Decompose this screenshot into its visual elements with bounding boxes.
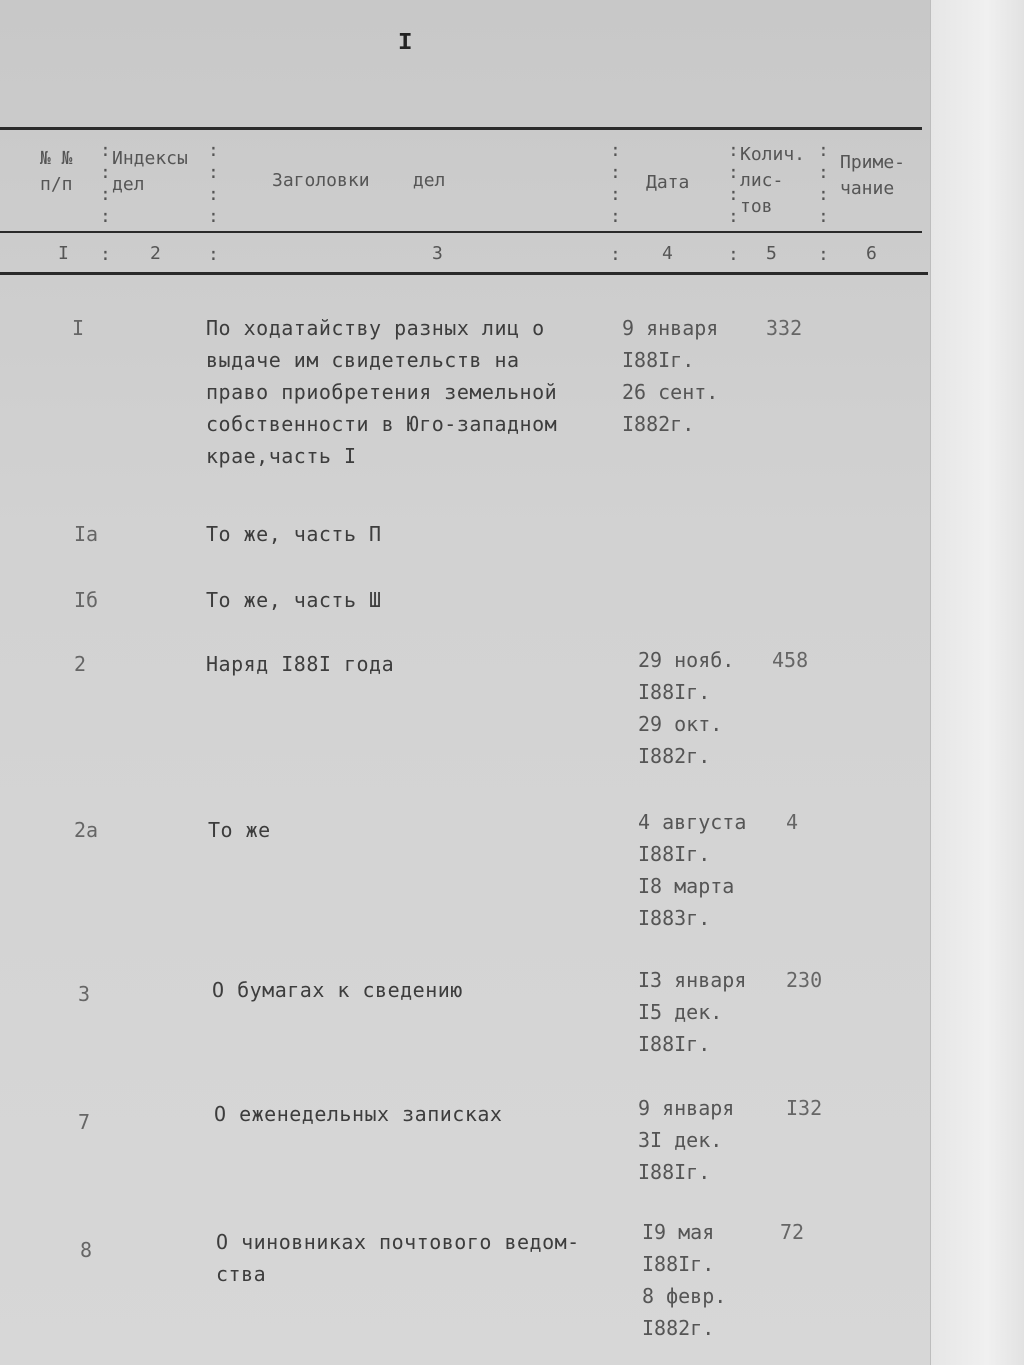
header-col-index: Индексы дел	[112, 148, 188, 195]
header-divider: : : : :	[610, 140, 621, 227]
row-title: По ходатайству разных лиц о выдаче им свидетельств на право приобретения земельной собственности в Юго-западном крае,часть I	[206, 316, 558, 468]
row-number: 8	[80, 1238, 93, 1262]
row-date: 4 августа I88Iг. I8 марта I883г.	[638, 810, 747, 930]
row-count: I32	[786, 1096, 823, 1120]
row-count: 230	[786, 968, 823, 992]
row-title: То же, часть П	[206, 522, 382, 546]
page-number: I	[398, 30, 413, 57]
row-title: О бумагах к сведению	[212, 978, 463, 1002]
row-count: 458	[772, 648, 809, 672]
row-number: Iб	[74, 588, 99, 612]
row-title: О еженедельных записках	[214, 1102, 503, 1126]
header-col-count: Колич. лис- тов	[740, 144, 806, 217]
header-divider: :	[610, 244, 621, 265]
header-bottom-rule	[0, 231, 922, 233]
row-number: 7	[78, 1110, 91, 1134]
header-divider: : : : :	[100, 140, 111, 227]
row-number: 2а	[74, 818, 99, 842]
row-count: 332	[766, 316, 803, 340]
row-date: I9 мая I88Iг. 8 февр. I882г.	[642, 1220, 727, 1340]
row-title: Наряд I88I года	[206, 652, 395, 676]
header-col-number: № № п/п	[40, 148, 73, 195]
header-divider: :	[100, 244, 111, 265]
column-number: 3	[432, 243, 443, 264]
header-divider: : : : :	[818, 140, 829, 227]
row-count: 4	[786, 810, 799, 834]
row-date: 9 января 3I дек. I88Iг.	[638, 1096, 735, 1184]
row-number: Iа	[74, 522, 99, 546]
header-divider: : : : :	[728, 140, 739, 227]
row-date: 29 нояб. I88Iг. 29 окт. I882г.	[638, 648, 735, 768]
row-count: 72	[780, 1220, 805, 1244]
row-number: 2	[74, 652, 87, 676]
header-divider: :	[728, 244, 739, 265]
header-col-titles: Заголовки дел	[272, 170, 446, 191]
header-top-rule	[0, 127, 922, 130]
column-number: 4	[662, 243, 673, 264]
header-divider: : : : :	[208, 140, 219, 227]
header-col-date: Дата	[646, 172, 690, 193]
row-number: I	[72, 316, 85, 340]
header-col-note: Приме- чание	[840, 152, 906, 199]
row-date: I3 января I5 дек. I88Iг.	[638, 968, 747, 1056]
column-number: I	[58, 243, 69, 264]
row-date: 9 января I88Iг. 26 сент. I882г.	[622, 316, 719, 436]
column-numbers-rule	[0, 272, 928, 275]
column-number: 6	[866, 243, 877, 264]
row-title: О чиновниках почтового ведом- ства	[216, 1230, 580, 1286]
row-title: То же, часть Ш	[206, 588, 382, 612]
page-edge	[930, 0, 1024, 1365]
row-number: 3	[78, 982, 91, 1006]
header-divider: :	[818, 244, 829, 265]
row-title: То же	[208, 818, 271, 842]
column-number: 5	[766, 243, 777, 264]
header-divider: :	[208, 244, 219, 265]
column-number: 2	[150, 243, 161, 264]
